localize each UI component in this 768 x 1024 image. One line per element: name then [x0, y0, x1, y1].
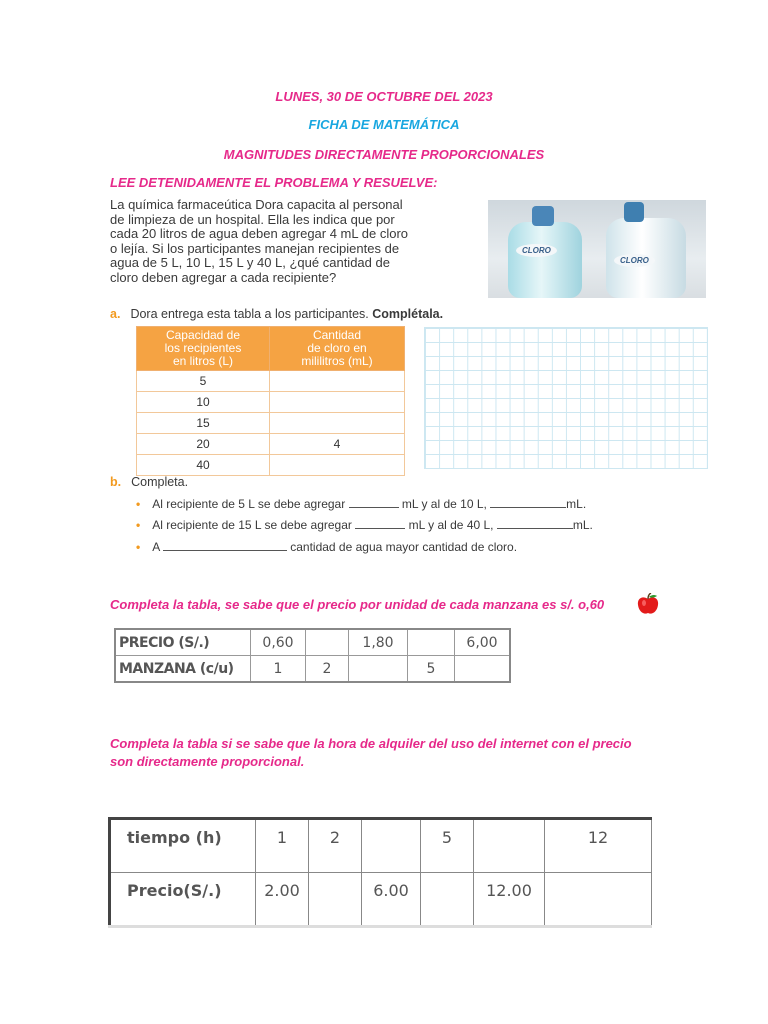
table-cell[interactable]: [349, 656, 408, 683]
part-a-emphasis: Complétala.: [372, 307, 444, 321]
table-cell[interactable]: 6.00: [362, 873, 421, 927]
table-row: [137, 413, 405, 434]
answer-blank[interactable]: [355, 528, 405, 529]
table-cell[interactable]: 2: [309, 819, 362, 873]
part-a-text: Dora entrega esta tabla a los participantes.: [130, 307, 373, 321]
apple-price-table: [114, 628, 511, 683]
chlorine-cell[interactable]: 4: [270, 434, 405, 455]
part-b-instruction: [110, 475, 188, 489]
table-cell[interactable]: 1,80: [349, 629, 408, 656]
problem-line: cloro deben agregar a cada recipiente?: [110, 269, 337, 285]
chlorine-cell[interactable]: [270, 413, 405, 434]
col-header-capacity: [137, 327, 270, 371]
row-label: Precio(S/.): [110, 873, 256, 927]
bullet-text: cantidad de agua mayor cantidad de cloro.: [286, 540, 518, 554]
table-cell[interactable]: 2: [306, 656, 349, 683]
bullet-text: mL y al de 40 L,: [405, 518, 497, 532]
col-header-chlorine: [270, 327, 405, 371]
table-row: [137, 371, 405, 392]
row-label: MANZANA (c/u): [115, 656, 251, 683]
answer-blank[interactable]: [490, 507, 566, 508]
instruction-text: LEE DETENIDAMENTE EL PROBLEMA Y RESUELVE:: [110, 175, 438, 190]
header-line: de cloro en: [307, 341, 367, 355]
exercise-2-prompt-line1: Completa la tabla si se sabe que la hora de alquiler del uso del internet con el precio: [110, 736, 632, 751]
row-label: PRECIO (S/.): [115, 629, 251, 656]
part-b-letter: b.: [110, 475, 122, 489]
header-line: en litros (L): [172, 354, 234, 368]
part-a-letter: a.: [110, 307, 121, 321]
table-cell[interactable]: [309, 873, 362, 927]
bottle-right-cap: [624, 202, 644, 222]
table-cell[interactable]: 2.00: [256, 873, 309, 927]
bullet-text: mL y al de 10 L,: [398, 497, 491, 511]
capacity-cell: 5: [137, 371, 270, 392]
table-cell[interactable]: [306, 629, 349, 656]
table-cell[interactable]: [455, 656, 511, 683]
header-line: los recipientes: [164, 341, 242, 355]
table-row: [115, 629, 510, 656]
problem-line: La química farmaceútica Dora capacita al personal: [110, 197, 403, 212]
bottle-left: [508, 222, 582, 298]
problem-line: o lejía. Si los participantes manejan recipientes de: [110, 240, 400, 256]
chlorine-bottles-image: [488, 200, 706, 298]
chlorine-cell[interactable]: [270, 371, 405, 392]
bullet-item: [136, 497, 586, 511]
table-cell[interactable]: 1: [256, 819, 309, 873]
date-heading: LUNES, 30 DE OCTUBRE DEL 2023: [275, 89, 493, 104]
table-cell[interactable]: [408, 629, 455, 656]
problem-line: de limpieza de un hospital. Ella les indica que por: [110, 211, 395, 227]
topic-heading: MAGNITUDES DIRECTAMENTE PROPORCIONALES: [223, 147, 545, 162]
problem-line: agua de 5 L, 10 L, 15 L y 40 L, ¿qué cantidad de: [110, 255, 390, 271]
internet-rental-table: [108, 817, 652, 928]
capacity-cell: 10: [137, 392, 270, 413]
capacity-cell: 40: [137, 455, 270, 476]
capacity-cell: 15: [137, 413, 270, 434]
header-line: Capacidad de: [165, 328, 241, 342]
table-cell[interactable]: [421, 873, 474, 927]
table-row: [137, 392, 405, 413]
table-cell[interactable]: 12.00: [474, 873, 545, 927]
chlorine-cell[interactable]: [270, 455, 405, 476]
bottle-label: CLORO: [614, 254, 655, 267]
table-cell[interactable]: 0,60: [251, 629, 306, 656]
table-row: [110, 819, 652, 873]
exercise-2-prompt-line2: son directamente proporcional.: [110, 754, 305, 769]
exercise-1-prompt: Completa la tabla, se sabe que el precio por unidad de cada manzana es s/. o,60: [110, 597, 605, 612]
table-cell[interactable]: 5: [408, 656, 455, 683]
table-cell[interactable]: 12: [545, 819, 652, 873]
answer-blank[interactable]: [497, 528, 573, 529]
table-row: [137, 434, 405, 455]
problem-text: [110, 198, 482, 286]
answer-blank[interactable]: [349, 507, 399, 508]
part-b-text: Completa.: [131, 475, 189, 489]
table-row: [137, 455, 405, 476]
chlorine-cell[interactable]: [270, 392, 405, 413]
table-cell[interactable]: [474, 819, 545, 873]
bullet-text: Al recipiente de 15 L se debe agregar: [152, 518, 356, 532]
bullet-item: [136, 540, 517, 554]
bullet-icon: •: [136, 540, 141, 554]
table-row: [115, 656, 510, 683]
bullet-text: mL.: [572, 518, 593, 532]
bullet-text: A: [152, 540, 163, 554]
table-cell[interactable]: 1: [251, 656, 306, 683]
answer-blank[interactable]: [163, 550, 287, 551]
subject-heading: FICHA DE MATEMÁTICA: [308, 117, 460, 132]
bullet-text: Al recipiente de 5 L se debe agregar: [152, 497, 349, 511]
bullet-icon: •: [136, 518, 141, 532]
bullet-icon: •: [136, 497, 141, 511]
bottle-label: CLORO: [516, 244, 557, 257]
bullet-item: [136, 518, 593, 532]
header-line: mililitros (mL): [301, 354, 373, 368]
chlorine-table: [136, 326, 405, 476]
apple-icon: [636, 593, 660, 615]
row-label: tiempo (h): [110, 819, 256, 873]
table-cell[interactable]: 6,00: [455, 629, 511, 656]
problem-line: cada 20 litros de agua deben agregar 4 mL de cloro: [110, 226, 408, 242]
grid-paper: [424, 327, 708, 469]
capacity-cell: 20: [137, 434, 270, 455]
table-cell[interactable]: [362, 819, 421, 873]
table-cell[interactable]: [545, 873, 652, 927]
header-line: Cantidad: [312, 328, 362, 342]
bottle-left-cap: [532, 206, 554, 226]
part-a-instruction: [110, 307, 443, 321]
table-row: [110, 873, 652, 927]
table-cell[interactable]: 5: [421, 819, 474, 873]
bullet-text: mL.: [566, 497, 587, 511]
